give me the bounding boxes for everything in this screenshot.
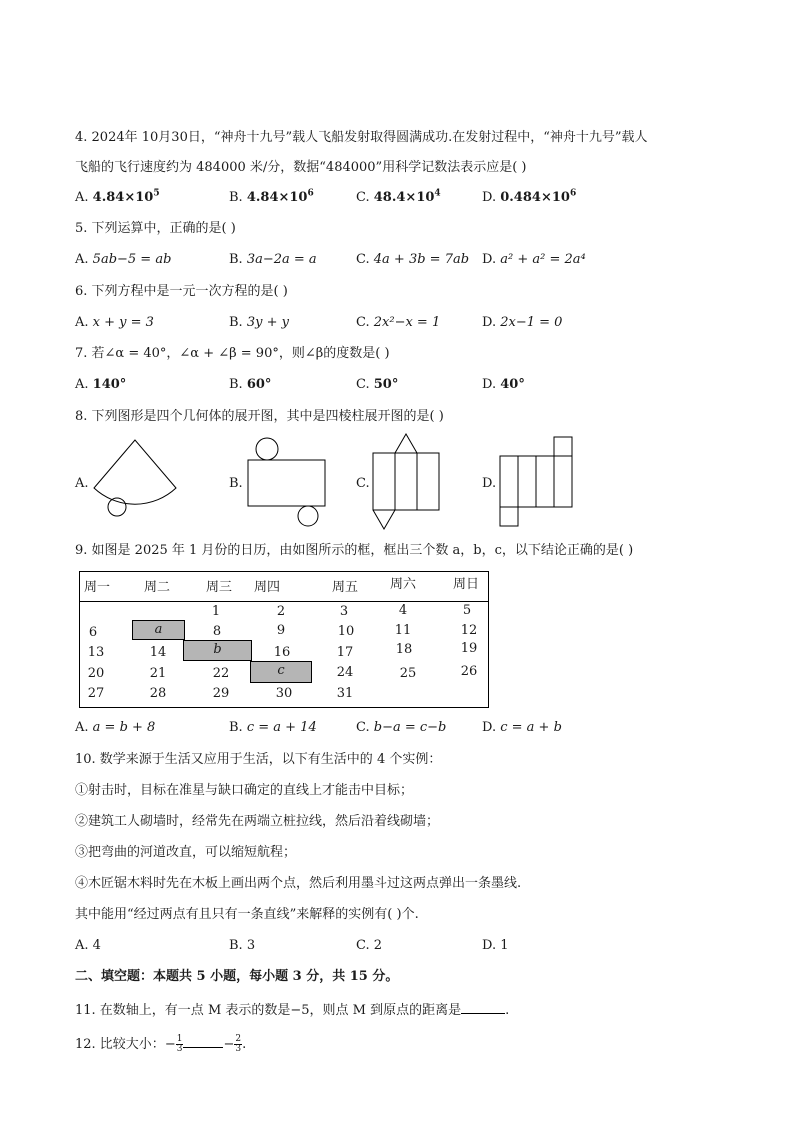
q8-option-b-label[interactable]: B. [229, 476, 243, 491]
q7-option-d[interactable]: D. 40° [482, 377, 525, 392]
calendar-cell: 17 [336, 645, 354, 660]
calendar-cell: 11 [394, 623, 412, 638]
calendar-cell: 3 [339, 604, 349, 619]
q5-option-b[interactable]: B. 3a−2a = a [229, 252, 317, 267]
calendar-cell: 9 [276, 623, 286, 638]
section-heading-fill-in: 二、填空题：本题共 5 小题，每小题 3 分，共 15 分。 [75, 969, 399, 984]
calendar-cell: 30 [275, 686, 293, 701]
calendar-frame-b: b [183, 640, 252, 661]
fraction-one-third: $\frac{1}{3}$ [176, 1034, 183, 1054]
calendar-cell: 25 [399, 666, 417, 681]
quadrangular-prism-net-figure [498, 436, 576, 528]
calendar-cell: 16 [273, 645, 291, 660]
q8-stem: 8. 下列图形是四个几何体的展开图，其中是四棱柱展开图的是( ) [75, 409, 444, 424]
q10-item-3: ③把弯曲的河道改直，可以缩短航程； [75, 845, 297, 860]
q4-option-a[interactable]: A. $4.84\times 10^5$ [75, 188, 160, 205]
calendar-header-fri: 周五 [332, 580, 359, 595]
q10-item-4: ④木匠锯木料时先在木板上画出两个点，然后利用墨斗过这两点弹出一条墨线. [75, 876, 522, 891]
calendar-header-mon: 周一 [84, 580, 111, 595]
calendar-cell: 10 [337, 624, 355, 639]
q12-stem: 12. 比较大小：− $\frac{1}{3}$ − $\frac{2}{3}$ . [75, 1034, 247, 1054]
q8-option-c-label[interactable]: C. [356, 476, 370, 491]
q8-option-a-label[interactable]: A. [75, 476, 89, 491]
calendar-cell: 27 [87, 686, 105, 701]
calendar-cell: 24 [336, 665, 354, 680]
q10-option-d[interactable]: D. 1 [482, 938, 509, 953]
q11-stem: 11. 在数轴上，有一点 M 表示的数是−5，则点 M 到原点的距离是 . [75, 1003, 510, 1018]
q10-option-a[interactable]: A. 4 [75, 938, 101, 953]
q4-stem-line2: 飞船的飞行速度约为 484000 米/分，数据“484000”用科学记数法表示应是( ) [75, 160, 527, 175]
calendar-cell: 20 [87, 666, 105, 681]
calendar-header-sat: 周六 [390, 577, 417, 592]
q11-answer-blank[interactable] [461, 1001, 505, 1014]
q9-option-b[interactable]: B. c = a + 14 [229, 720, 317, 735]
q10-question: 其中能用“经过两点有且只有一条直线”来解释的实例有( )个. [75, 907, 419, 922]
calendar-cell: 22 [212, 666, 230, 681]
calendar-cell: 14 [149, 645, 167, 660]
calendar-cell: 31 [336, 686, 354, 701]
q10-option-b[interactable]: B. 3 [229, 938, 256, 953]
q5-option-c[interactable]: C. 4a + 3b = 7ab [356, 252, 470, 267]
calendar-cell: 18 [395, 642, 413, 657]
q10-item-2: ②建筑工人砌墙时，经常先在两端立桩拉线，然后沿着线砌墙； [75, 814, 440, 829]
q7-option-a[interactable]: A. 140° [75, 377, 127, 392]
calendar-cell: 8 [212, 624, 222, 639]
q4-option-c[interactable]: C. $48.4\times 10^4$ [356, 188, 441, 205]
q9-option-c[interactable]: C. b−a = c−b [356, 720, 447, 735]
calendar-table [79, 571, 489, 708]
calendar-cell: 29 [212, 686, 230, 701]
calendar-frame-c: c [250, 661, 312, 683]
calendar-cell: 13 [87, 645, 105, 660]
calendar-cell: 26 [460, 664, 478, 679]
q5-stem: 5. 下列运算中，正确的是( ) [75, 221, 236, 236]
q6-option-c[interactable]: C. 2x²−x = 1 [356, 315, 441, 330]
calendar-cell: 19 [460, 641, 478, 656]
triangular-prism-net-figure [370, 433, 442, 531]
fraction-two-thirds: $\frac{2}{3}$ [235, 1034, 242, 1054]
calendar-cell: 4 [398, 603, 408, 618]
calendar-cell: 28 [149, 686, 167, 701]
calendar-cell: 21 [149, 666, 167, 681]
calendar-cell: 2 [276, 604, 286, 619]
q6-option-d[interactable]: D. 2x−1 = 0 [482, 315, 563, 330]
q4-option-d[interactable]: D. $0.484\times 10^6$ [482, 188, 577, 205]
calendar-cell: 6 [88, 625, 98, 640]
calendar-header-wed: 周三 [206, 580, 233, 595]
cone-net-figure [90, 440, 180, 520]
q10-item-1: ①射击时，目标在准星与缺口确定的直线上才能击中目标； [75, 783, 414, 798]
q9-option-a[interactable]: A. a = b + 8 [75, 720, 156, 735]
q8-option-d-label[interactable]: D. [482, 476, 497, 491]
q9-option-d[interactable]: D. c = a + b [482, 720, 562, 735]
calendar-cell: 12 [460, 623, 478, 638]
q6-stem: 6. 下列方程中是一元一次方程的是( ) [75, 284, 288, 299]
q9-stem: 9. 如图是 2025 年 1 月份的日历，由如图所示的框，框出三个数 a，b，c，以下结论正确的是( ) [75, 543, 634, 558]
q6-option-b[interactable]: B. 3y + y [229, 315, 289, 330]
q12-answer-blank[interactable] [183, 1037, 223, 1048]
calendar-header-sun: 周日 [453, 577, 480, 592]
q6-option-a[interactable]: A. x + y = 3 [75, 315, 154, 330]
calendar-header-tue: 周二 [144, 580, 171, 595]
calendar-header-thu: 周四 [254, 580, 281, 595]
q5-option-a[interactable]: A. 5ab−5 = ab [75, 252, 172, 267]
cylinder-net-figure [245, 436, 330, 528]
calendar-cell: 1 [211, 604, 221, 619]
q5-option-d[interactable]: D. a² + a² = 2a⁴ [482, 252, 586, 267]
q7-option-c[interactable]: C. 50° [356, 377, 399, 392]
q10-stem: 10. 数学来源于生活又应用于生活，以下有生活中的 4 个实例： [75, 752, 442, 767]
q10-option-c[interactable]: C. 2 [356, 938, 383, 953]
q4-option-b[interactable]: B. $4.84\times 10^6$ [229, 188, 314, 205]
q7-stem: 7. 若∠α = 40°，∠α + ∠β = 90°，则∠β的度数是( ) [75, 346, 390, 361]
q4-stem-line1: 4. 2024年 10月30日，“神舟十九号”载人飞船发射取得圆满成功.在发射过程中，“神舟十九号”载人 [75, 130, 648, 145]
calendar-frame-a: a [132, 620, 185, 640]
q7-option-b[interactable]: B. 60° [229, 377, 272, 392]
calendar-cell: 5 [462, 603, 472, 618]
